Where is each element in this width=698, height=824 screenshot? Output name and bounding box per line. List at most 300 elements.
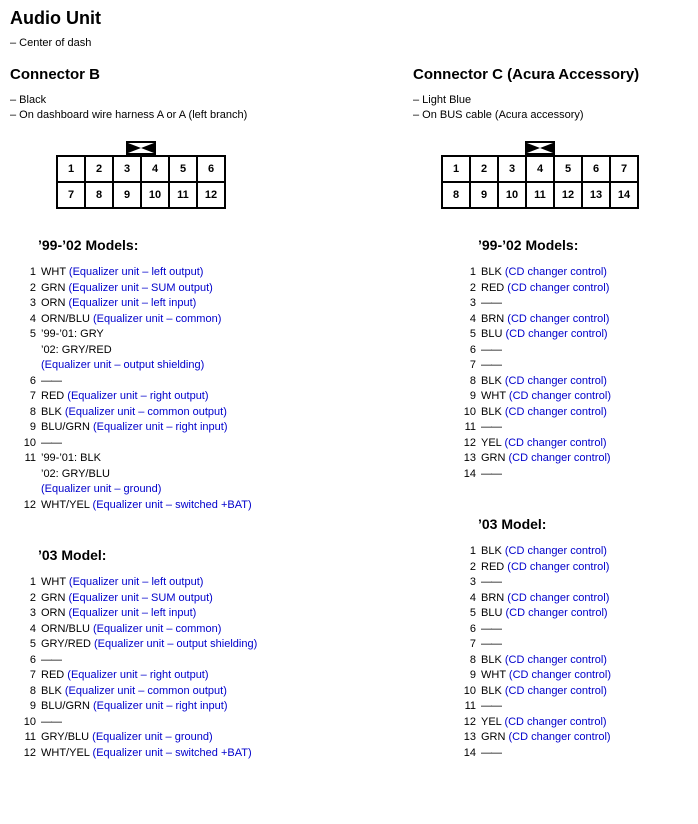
pin-description <box>41 312 221 328</box>
connector-diagram <box>441 141 639 209</box>
connector-key-row <box>441 141 639 155</box>
connector-grid <box>56 155 226 209</box>
pin-number: 10 <box>23 436 36 449</box>
no-connection-dash: —— <box>481 343 501 356</box>
pinout-section <box>413 237 698 482</box>
wire-color-text: BLK <box>481 653 505 666</box>
connector-note: – Black <box>10 94 47 106</box>
wire-color-text: BRN <box>481 312 508 325</box>
wire-function-text: (Equalizer unit – left input) <box>68 607 197 619</box>
pin-line <box>41 653 61 669</box>
wire-color-text: BLK <box>41 684 65 697</box>
no-connection-dash: —— <box>481 638 501 650</box>
wire-function-text: (CD changer control) <box>504 545 607 557</box>
pin-description <box>481 653 607 669</box>
no-connection-dash: —— <box>41 715 61 728</box>
pin-number: 3 <box>29 297 36 309</box>
connector-pin-cell: 5 <box>554 156 582 182</box>
pin-line <box>41 327 204 343</box>
pin-row <box>458 296 698 312</box>
wire-color-text: RED <box>481 560 508 573</box>
pin-row <box>458 715 698 731</box>
connector-pin-cell: 7 <box>57 182 85 208</box>
pin-list <box>458 544 698 761</box>
pin-description <box>41 374 61 390</box>
pin-row <box>18 637 413 653</box>
connector-pin-cell: 8 <box>85 182 113 208</box>
pin-description <box>481 730 611 746</box>
pin-description <box>41 715 61 731</box>
pin-row <box>18 606 413 622</box>
pin-row <box>458 374 698 390</box>
no-connection-dash: —— <box>481 297 501 309</box>
pin-number: 12 <box>23 498 36 511</box>
wire-function-text: (Equalizer unit – ground) <box>41 483 162 495</box>
wire-function-text: (CD changer control) <box>508 452 611 464</box>
wire-function-text: (CD changer control) <box>508 731 611 743</box>
wire-color-text: ’99-’01: GRY <box>41 328 104 340</box>
no-connection-dash: —— <box>41 436 61 449</box>
pin-number: 1 <box>469 266 476 278</box>
wire-color-text: YEL <box>481 715 505 728</box>
pin-line <box>481 389 611 405</box>
pin-description <box>481 591 609 607</box>
pin-line <box>481 591 609 607</box>
pin-description <box>481 281 609 297</box>
pin-line <box>481 451 611 467</box>
connector-columns <box>10 62 698 761</box>
wire-color-text: GRY/RED <box>41 638 94 650</box>
pin-number: 1 <box>29 576 36 588</box>
pin-row <box>18 327 413 374</box>
pin-row <box>18 653 413 669</box>
pin-number: 4 <box>29 312 36 325</box>
wire-color-text: BRN <box>481 591 508 604</box>
connector-pin-cell: 5 <box>169 156 197 182</box>
wire-function-text: (Equalizer unit – right output) <box>67 390 209 402</box>
pin-line <box>481 668 611 684</box>
pin-list <box>18 265 413 513</box>
pin-row <box>18 265 413 281</box>
pin-description <box>41 699 227 715</box>
pin-description <box>481 451 611 467</box>
pin-number: 2 <box>469 281 476 294</box>
pin-line <box>41 591 213 607</box>
pin-row <box>18 498 413 514</box>
pin-number: 9 <box>469 390 476 402</box>
wire-color-text: ’99-’01: BLK <box>41 452 101 464</box>
pin-line <box>41 405 227 421</box>
wire-color-text: WHT <box>41 576 69 588</box>
pin-line <box>481 730 611 746</box>
pin-row <box>458 312 698 328</box>
wire-color-text: WHT <box>481 669 509 681</box>
pin-line <box>41 467 161 483</box>
wire-function-text: (CD changer control) <box>508 390 611 402</box>
pin-row <box>18 420 413 436</box>
pin-line <box>41 389 209 405</box>
wire-color-text: BLK <box>41 405 65 418</box>
pin-description <box>481 606 608 622</box>
wire-color-text: ORN <box>41 607 69 619</box>
wire-color-text: GRN <box>481 452 509 464</box>
pin-description <box>481 684 607 700</box>
pin-number: 12 <box>23 746 36 759</box>
page-subtitle: – Center of dash <box>10 37 92 49</box>
connector-grid-row <box>57 156 225 182</box>
pin-row <box>18 405 413 421</box>
wire-color-text: GRN <box>41 281 69 294</box>
pin-row <box>458 265 698 281</box>
wire-function-text: (Equalizer unit – left input) <box>68 297 197 309</box>
pin-number: 8 <box>29 684 36 697</box>
wire-function-text: (CD changer control) <box>507 591 610 604</box>
pin-line <box>481 436 607 452</box>
pin-row <box>18 746 413 762</box>
pin-line <box>41 575 203 591</box>
wire-function-text: (CD changer control) <box>507 281 610 294</box>
wire-function-text: (Equalizer unit – right output) <box>67 669 209 681</box>
pin-list <box>18 575 413 761</box>
pin-number: 9 <box>29 700 36 712</box>
pin-row <box>18 684 413 700</box>
pin-line <box>481 327 608 343</box>
pin-description <box>481 575 501 591</box>
wire-function-text: (Equalizer unit – right input) <box>92 421 228 433</box>
pin-line <box>41 684 227 700</box>
wire-function-text: (Equalizer unit – switched +BAT) <box>92 498 252 511</box>
pin-line <box>481 653 607 669</box>
wire-color-text: GRN <box>41 591 69 604</box>
connector-pin-cell: 6 <box>197 156 225 182</box>
pin-row <box>18 312 413 328</box>
pin-line <box>41 265 203 281</box>
pin-row <box>458 653 698 669</box>
pin-description <box>481 637 501 653</box>
wire-color-text: RED <box>41 669 68 681</box>
pin-description <box>481 358 501 374</box>
no-connection-dash: —— <box>41 653 61 666</box>
no-connection-dash: —— <box>481 421 501 433</box>
pin-description <box>41 591 213 607</box>
pin-description <box>41 622 221 638</box>
pin-description <box>41 606 196 622</box>
wire-function-text: (CD changer control) <box>504 436 607 449</box>
pin-description <box>41 405 227 421</box>
wire-function-text: (CD changer control) <box>504 266 607 278</box>
connector-c-column <box>413 62 698 761</box>
connector-pin-cell: 14 <box>610 182 638 208</box>
pin-number: 3 <box>469 297 476 309</box>
pin-row <box>458 668 698 684</box>
pin-line <box>481 606 608 622</box>
wire-function-text: (CD changer control) <box>505 607 608 619</box>
pin-number: 11 <box>24 731 36 743</box>
pin-number: 8 <box>29 405 36 418</box>
wire-function-text: (Equalizer unit – output shielding) <box>93 638 258 650</box>
connector-title: Connector B <box>10 66 100 83</box>
pin-line <box>481 374 607 390</box>
pin-row <box>458 684 698 700</box>
no-connection-dash: —— <box>481 700 501 712</box>
pin-description <box>41 746 252 762</box>
pin-row <box>458 606 698 622</box>
pin-number: 9 <box>29 421 36 433</box>
connector-pin-cell: 10 <box>141 182 169 208</box>
connector-pin-cell: 10 <box>498 182 526 208</box>
pin-line <box>481 746 501 762</box>
pin-row <box>18 730 413 746</box>
pin-number: 9 <box>469 669 476 681</box>
connector-pin-cell: 9 <box>470 182 498 208</box>
wire-function-text: (Equalizer unit – switched +BAT) <box>92 746 252 759</box>
wire-function-text: (CD changer control) <box>507 560 610 573</box>
pin-line <box>481 715 607 731</box>
pin-description <box>41 389 209 405</box>
wire-color-text: RED <box>481 281 508 294</box>
pin-number: 5 <box>469 607 476 619</box>
connector-note: – On dashboard wire harness A or A (left branch) <box>10 109 248 121</box>
pin-line <box>481 560 609 576</box>
pin-description <box>481 622 501 638</box>
no-connection-dash: —— <box>481 359 501 371</box>
connector-pin-cell: 6 <box>582 156 610 182</box>
wire-color-text: BLK <box>481 684 505 697</box>
pin-line <box>41 730 213 746</box>
pin-description <box>481 668 611 684</box>
pin-description <box>481 296 501 312</box>
connector-note: – On BUS cable (Acura accessory) <box>413 109 584 121</box>
pin-description <box>41 498 252 514</box>
pin-line <box>41 668 209 684</box>
pin-number: 3 <box>469 576 476 588</box>
pin-description <box>481 436 607 452</box>
wire-color-text: RED <box>41 390 68 402</box>
pin-row <box>458 467 698 483</box>
connector-pin-cell: 7 <box>610 156 638 182</box>
pin-row <box>18 281 413 297</box>
connector-key-icon <box>525 141 555 155</box>
wire-function-text: (Equalizer unit – common) <box>92 622 222 635</box>
pin-number: 7 <box>469 359 476 371</box>
pin-row <box>18 389 413 405</box>
wire-color-text: BLU <box>481 328 506 340</box>
pin-line <box>41 746 252 762</box>
pin-number: 6 <box>469 622 476 635</box>
connector-pin-cell: 11 <box>169 182 197 208</box>
pin-line <box>481 467 501 483</box>
wire-color-text: BLU/GRN <box>41 421 93 433</box>
wire-color-text: YEL <box>481 436 505 449</box>
pin-line <box>481 544 607 560</box>
section-heading: ’99-’02 Models: <box>38 237 139 253</box>
pin-line <box>481 343 501 359</box>
connector-grid-row <box>442 156 638 182</box>
pin-description <box>481 265 607 281</box>
pin-description <box>481 467 501 483</box>
pin-row <box>18 436 413 452</box>
pin-line <box>481 296 501 312</box>
pin-row <box>458 451 698 467</box>
page-title: Audio Unit <box>10 8 101 28</box>
wire-function-text: (CD changer control) <box>504 405 607 418</box>
pin-line <box>481 281 609 297</box>
pin-description <box>41 436 61 452</box>
pin-row <box>458 420 698 436</box>
pin-number: 11 <box>464 421 476 433</box>
wire-color-text: BLU <box>481 607 506 619</box>
pin-number: 2 <box>29 591 36 604</box>
pin-line <box>41 498 252 514</box>
pin-number: 13 <box>463 452 476 464</box>
wire-color-text: WHT <box>41 266 69 278</box>
pin-number: 7 <box>29 669 36 681</box>
pin-line <box>41 622 221 638</box>
pin-line <box>41 281 213 297</box>
pin-number: 10 <box>463 684 476 697</box>
wire-color-text: GRN <box>481 731 509 743</box>
pin-number: 13 <box>463 731 476 743</box>
pin-row <box>18 575 413 591</box>
pin-description <box>41 730 213 746</box>
connector-note: – Light Blue <box>413 94 472 106</box>
connector-grid-row <box>442 182 638 208</box>
pin-number: 10 <box>463 405 476 418</box>
pin-number: 10 <box>23 715 36 728</box>
wire-color-text: ORN/BLU <box>41 622 93 635</box>
connector-key-icon <box>126 141 156 155</box>
pin-line <box>41 436 61 452</box>
pin-number: 14 <box>463 467 476 480</box>
connector-pin-cell: 3 <box>113 156 141 182</box>
pin-line <box>481 684 607 700</box>
pin-row <box>458 622 698 638</box>
pin-row <box>18 715 413 731</box>
wire-color-text: BLK <box>481 545 505 557</box>
pin-line <box>41 358 204 374</box>
pin-description <box>41 281 213 297</box>
pin-row <box>458 730 698 746</box>
pin-number: 5 <box>29 638 36 650</box>
pin-description <box>41 653 61 669</box>
wire-function-text: (CD changer control) <box>504 684 607 697</box>
pin-number: 7 <box>29 390 36 402</box>
pin-row <box>18 451 413 498</box>
wire-function-text: (CD changer control) <box>504 653 607 666</box>
pin-line <box>41 312 221 328</box>
pin-description <box>481 374 607 390</box>
pin-line <box>41 637 257 653</box>
connector-pin-cell: 3 <box>498 156 526 182</box>
pin-number: 8 <box>469 653 476 666</box>
no-connection-dash: —— <box>481 576 501 588</box>
pin-description <box>41 327 204 374</box>
pin-description <box>481 312 609 328</box>
wire-color-text: ’02: GRY/BLU <box>41 467 110 480</box>
pin-row <box>18 699 413 715</box>
pin-row <box>18 668 413 684</box>
pin-row <box>458 544 698 560</box>
connector-pin-cell: 1 <box>442 156 470 182</box>
wire-color-text: BLK <box>481 374 505 387</box>
pin-line <box>41 420 227 436</box>
wire-color-text: WHT/YEL <box>41 498 93 511</box>
wire-color-text: WHT/YEL <box>41 746 93 759</box>
pin-description <box>41 684 227 700</box>
pinout-section <box>10 547 413 761</box>
pin-line <box>481 637 501 653</box>
pin-number: 1 <box>469 545 476 557</box>
connector-pin-cell: 2 <box>85 156 113 182</box>
pin-line <box>481 358 501 374</box>
pin-number: 5 <box>29 328 36 340</box>
pin-description <box>41 420 227 436</box>
wire-color-text: ORN <box>41 297 69 309</box>
pin-number: 6 <box>29 653 36 666</box>
pin-row <box>18 296 413 312</box>
connector-pin-cell: 12 <box>197 182 225 208</box>
pin-row <box>458 575 698 591</box>
pin-row <box>458 560 698 576</box>
pin-number: 12 <box>463 715 476 728</box>
wire-function-text: (Equalizer unit – SUM output) <box>68 281 213 294</box>
wire-function-text: (CD changer control) <box>507 312 610 325</box>
pin-description <box>481 544 607 560</box>
pin-description <box>481 420 501 436</box>
pin-number: 4 <box>469 591 476 604</box>
wire-function-text: (CD changer control) <box>504 715 607 728</box>
pin-row <box>18 591 413 607</box>
wire-function-text: (Equalizer unit – common output) <box>64 684 227 697</box>
pin-number: 4 <box>469 312 476 325</box>
pin-row <box>458 436 698 452</box>
pin-description <box>481 389 611 405</box>
pinout-section <box>413 516 698 761</box>
pin-number: 6 <box>29 374 36 387</box>
wire-function-text: (Equalizer unit – right input) <box>92 700 228 712</box>
pin-number: 8 <box>469 374 476 387</box>
pin-number: 7 <box>469 638 476 650</box>
connector-b-column <box>10 62 413 761</box>
pin-row <box>18 622 413 638</box>
wire-function-text: (Equalizer unit – left output) <box>68 266 204 278</box>
pin-row <box>458 699 698 715</box>
pin-row <box>458 389 698 405</box>
pin-number: 2 <box>29 281 36 294</box>
wire-function-text: (CD changer control) <box>504 374 607 387</box>
pin-number: 5 <box>469 328 476 340</box>
connector-grid-row <box>57 182 225 208</box>
connector-pin-cell: 13 <box>582 182 610 208</box>
connector-title: Connector C (Acura Accessory) <box>413 66 640 83</box>
pin-row <box>458 343 698 359</box>
no-connection-dash: —— <box>481 746 501 759</box>
pin-description <box>41 575 203 591</box>
wire-color-text: BLK <box>481 266 505 278</box>
pin-number: 4 <box>29 622 36 635</box>
section-heading: ’03 Model: <box>38 547 107 563</box>
pin-number: 1 <box>29 266 36 278</box>
pin-description <box>41 668 209 684</box>
pin-row <box>458 591 698 607</box>
pin-line <box>481 622 501 638</box>
pin-row <box>458 281 698 297</box>
pin-description <box>41 265 203 281</box>
wire-color-text: ORN/BLU <box>41 312 93 325</box>
pin-line <box>481 699 501 715</box>
pin-description <box>481 343 501 359</box>
pin-number: 11 <box>464 700 476 712</box>
